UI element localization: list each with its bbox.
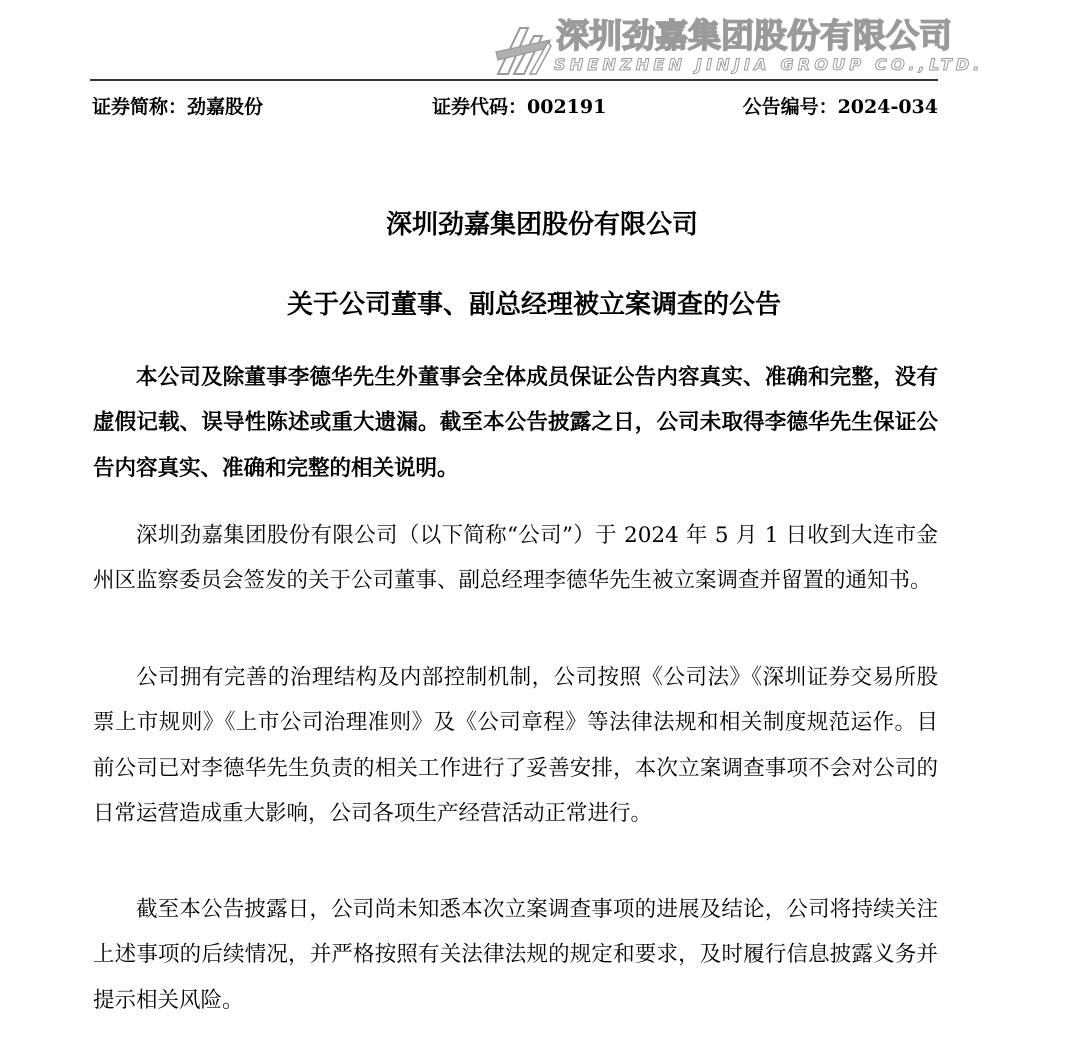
paragraph-governance-block [93,655,938,836]
board-statement: 本公司及除董事李德华先生外董事会全体成员保证公告内容真实、准确和完整，没有虚假记载、误导性陈述或重大遗漏。截至本公告披露之日，公司未取得李德华先生保证公告内容真实、准确和完整的相关说明。 [93,365,938,481]
paragraph-governance: 公司拥有完善的治理结构及内部控制机制，公司按照《公司法》《深圳证券交易所股票上市规则》《上市公司治理准则》及《公司章程》等法律法规和相关制度规范运作。目前公司已对李德华先生负责的相关工作进行了妥善安排，本次立案调查事项不会对公司的日常运营造成重大影响，公司各项生产经营活动正常进行。 [93,665,938,826]
logo-chinese-name: 深圳劲嘉集团股份有限公司 [556,16,952,55]
stock-code: 证券代码：002191 [432,96,607,118]
paragraph-followup: 截至本公告披露日，公司尚未知悉本次立案调查事项的进展及结论，公司将持续关注上述事项的后续情况，并严格按照有关法律法规的规定和要求，及时履行信息披露义务并提示相关风险。 [93,897,938,1013]
paragraph-followup-block [93,887,938,1023]
board-statement-block [93,355,938,491]
header-divider [90,79,938,81]
stock-short-name: 证券简称：劲嘉股份 [92,96,264,118]
paragraph-notice-block [93,513,938,604]
announcement-info-row [92,92,938,122]
paragraph-notice: 深圳劲嘉集团股份有限公司（以下简称“公司”）于 2024 年 5 月 1 日收到大连市金州区监察委员会签发的关于公司董事、副总经理李德华先生被立案调查并留置的通知书。 [93,523,938,594]
company-title: 深圳劲嘉集团股份有限公司 [385,210,698,240]
company-logo [494,14,984,76]
logo-english-name: SHENZHEN JINJIA GROUP CO.,LTD. [554,55,984,74]
announcement-number: 公告编号：2024-034 [742,96,938,118]
jinjia-logo-icon [494,22,552,78]
announcement-title: 关于公司董事、副总经理被立案调查的公告 [286,290,781,320]
